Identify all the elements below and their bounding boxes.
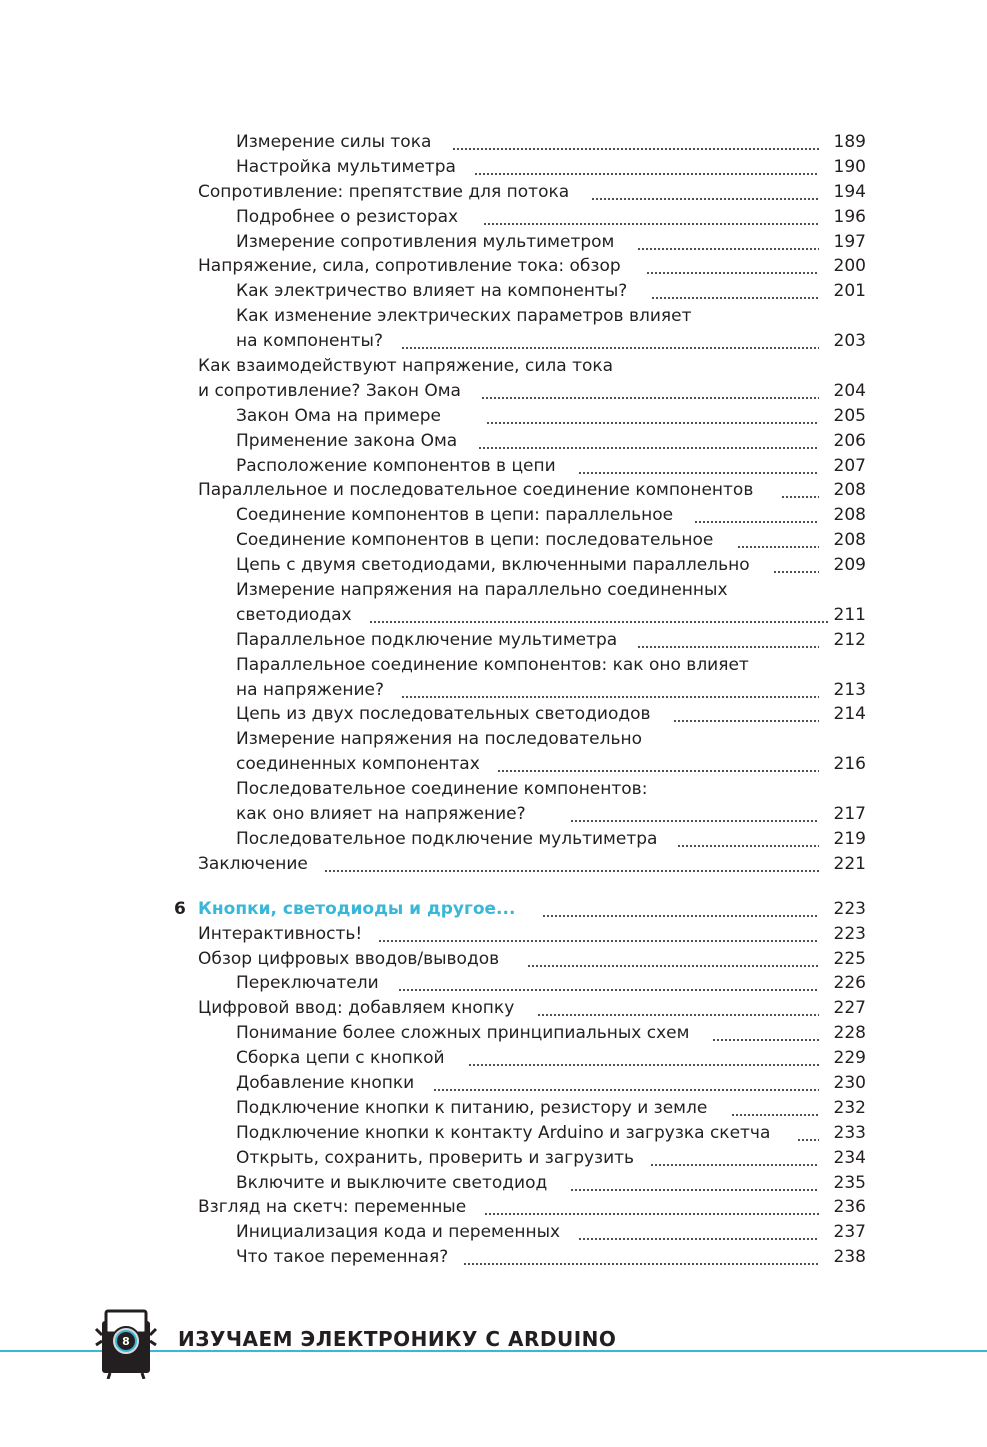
toc-entry[interactable] <box>0 922 987 947</box>
toc-entry-title: Параллельное соединение компонентов: как оно влияет <box>236 654 749 675</box>
leader-dots <box>398 971 819 996</box>
toc-entry[interactable] <box>0 678 987 703</box>
toc-entry-page: 205 <box>833 405 866 426</box>
toc-entry-title: Сопротивление: препятствие для потока <box>198 181 570 202</box>
toc-entry-page: 237 <box>833 1222 866 1243</box>
toc-entry-page: 221 <box>833 853 866 874</box>
toc-entry-page: 216 <box>833 754 866 775</box>
toc-entry[interactable] <box>0 155 987 180</box>
leader-dots <box>481 379 819 404</box>
toc-entry-title: как оно влияет на напряжение? <box>236 804 526 825</box>
toc-entry-page: 219 <box>833 828 866 849</box>
toc-entry-page: 208 <box>833 505 866 526</box>
toc-entry[interactable] <box>0 379 987 404</box>
leader-dots <box>401 678 819 703</box>
toc-entry[interactable] <box>0 528 987 553</box>
toc-entry-page: 194 <box>833 181 866 202</box>
toc-entry[interactable] <box>0 304 987 329</box>
toc-entry-page: 204 <box>833 380 866 401</box>
toc-entry-page: 208 <box>833 480 866 501</box>
table-of-contents <box>0 130 987 1270</box>
toc-entry-page: 226 <box>833 973 866 994</box>
robot-legs <box>108 1373 144 1379</box>
leader-dots <box>369 603 828 628</box>
leader-dots <box>773 553 819 578</box>
leader-dots <box>637 628 819 653</box>
leader-dots <box>677 827 819 852</box>
toc-entry[interactable] <box>0 1121 987 1146</box>
leader-dots <box>578 1220 819 1245</box>
toc-entry-title: Переключатели <box>236 973 379 994</box>
leader-dots <box>731 1096 819 1121</box>
toc-entry-title: Подключение кнопки к контакту Arduino и загрузка скетча <box>236 1122 771 1143</box>
toc-entry-page: 230 <box>833 1072 866 1093</box>
toc-entry[interactable] <box>0 702 987 727</box>
toc-entry-page: 201 <box>833 281 866 302</box>
toc-entry[interactable] <box>0 354 987 379</box>
toc-entry[interactable] <box>0 1146 987 1171</box>
toc-entry-page: 223 <box>833 923 866 944</box>
toc-entry-title: Применение закона Ома <box>236 430 458 451</box>
leader-dots <box>737 528 819 553</box>
toc-entry-title: Заключение <box>198 853 308 874</box>
toc-entry[interactable] <box>0 727 987 752</box>
toc-entry[interactable] <box>0 404 987 429</box>
toc-entry-page: 233 <box>833 1122 866 1143</box>
leader-dots <box>781 478 819 503</box>
toc-entry-title: Интерактивность! <box>198 923 363 944</box>
toc-entry-title: Измерение сопротивления мультиметром <box>236 231 615 252</box>
leader-dots <box>797 1121 819 1146</box>
toc-entry-page: 208 <box>833 530 866 551</box>
toc-entry-page: 228 <box>833 1023 866 1044</box>
toc-entry-page: 212 <box>833 629 866 650</box>
toc-entry-page: 236 <box>833 1197 866 1218</box>
toc-entry[interactable] <box>0 752 987 777</box>
toc-entry-title: Как электричество влияет на компоненты? <box>236 281 628 302</box>
toc-entry-title: Что такое переменная? <box>236 1247 449 1268</box>
toc-entry-title: Подробнее о резисторах <box>236 206 459 227</box>
toc-entry-page: 196 <box>833 206 866 227</box>
chapter-gap <box>0 877 987 897</box>
toc-entry-page: 197 <box>833 231 866 252</box>
toc-entry-title: Параллельное подключение мультиметра <box>236 629 618 650</box>
robot-mascot-icon <box>88 1303 164 1379</box>
toc-entry[interactable] <box>0 1171 987 1196</box>
leader-dots <box>324 852 819 877</box>
toc-entry[interactable] <box>0 947 987 972</box>
toc-entry[interactable] <box>0 603 987 628</box>
leader-dots <box>483 205 819 230</box>
toc-entry-page: 207 <box>833 455 866 476</box>
page-number: 8 <box>122 1335 130 1348</box>
toc-entry-title: и сопротивление? Закон Ома <box>198 380 461 401</box>
toc-entry-title: Включите и выключите светодиод <box>236 1172 548 1193</box>
leader-dots <box>578 454 819 479</box>
toc-entry-page: 217 <box>833 804 866 825</box>
leader-dots <box>646 254 819 279</box>
toc-entry-title: Как изменение электрических параметров влияет <box>236 306 692 327</box>
toc-entry-page: 211 <box>833 604 866 625</box>
toc-entry[interactable] <box>0 802 987 827</box>
toc-entry[interactable] <box>0 1220 987 1245</box>
leader-dots <box>497 752 819 777</box>
toc-entry-title: Инициализация кода и переменных <box>236 1222 561 1243</box>
toc-entry[interactable] <box>0 254 987 279</box>
leader-dots <box>570 1171 819 1196</box>
toc-entry-title: Измерение силы тока <box>236 132 432 152</box>
toc-entry-page: 238 <box>833 1247 866 1268</box>
toc-entry-page: 225 <box>833 948 866 969</box>
toc-entry[interactable] <box>0 852 987 877</box>
toc-entry-page: 203 <box>833 331 866 352</box>
leader-dots <box>433 1071 819 1096</box>
leader-dots <box>673 702 819 727</box>
toc-entry-page: 234 <box>833 1147 866 1168</box>
leader-dots <box>452 130 819 155</box>
toc-entry-page: 223 <box>833 898 866 919</box>
leader-dots <box>712 1021 819 1046</box>
toc-entry-title: Соединение компонентов в цепи: последовательное <box>236 530 714 551</box>
toc-entry-title: Измерение напряжения на параллельно соединенных <box>236 580 728 601</box>
toc-entry[interactable] <box>0 205 987 230</box>
chapter-number: 6 <box>174 898 186 919</box>
toc-entry-page: 227 <box>833 998 866 1019</box>
toc-entry[interactable] <box>0 1245 987 1270</box>
toc-entry-title: Параллельное и последовательное соединение компонентов <box>198 480 754 501</box>
leader-dots <box>401 329 819 354</box>
leader-dots <box>474 155 819 180</box>
toc-entry-title: Закон Ома на примере <box>236 405 441 426</box>
toc-entry[interactable] <box>0 827 987 852</box>
toc-entry-title: Последовательное соединение компонентов: <box>236 779 648 800</box>
toc-entry-title: Подключение кнопки к питанию, резистору и земле <box>236 1097 708 1118</box>
toc-entry-page: 232 <box>833 1097 866 1118</box>
toc-entry[interactable] <box>0 180 987 205</box>
toc-entry[interactable] <box>0 971 987 996</box>
toc-entry-page: 209 <box>833 555 866 576</box>
toc-entry[interactable] <box>0 429 987 454</box>
toc-entry-title: Цепь из двух последовательных светодиодов <box>236 704 651 725</box>
leader-dots <box>484 1195 819 1220</box>
toc-entry-title: Цепь с двумя светодиодами, включенными параллельно <box>236 555 750 576</box>
toc-entry-title: Добавление кнопки <box>236 1072 415 1093</box>
leader-dots <box>591 180 819 205</box>
toc-entry-page: 214 <box>833 704 866 725</box>
toc-entry[interactable] <box>0 1046 987 1071</box>
toc-entry[interactable] <box>0 279 987 304</box>
leader-dots <box>378 922 819 947</box>
leader-dots <box>537 996 819 1021</box>
leader-dots <box>468 1046 819 1071</box>
toc-chapter-heading[interactable] <box>0 897 987 922</box>
toc-entry-title: на компоненты? <box>236 331 383 352</box>
leader-dots <box>637 230 819 255</box>
chapter-title: Кнопки, светодиоды и другое... <box>198 898 516 919</box>
toc-entry-title: Взгляд на скетч: переменные <box>198 1197 467 1218</box>
leader-dots <box>463 1245 819 1270</box>
toc-entry[interactable] <box>0 777 987 802</box>
toc-entry[interactable] <box>0 996 987 1021</box>
toc-entry-title: Напряжение, сила, сопротивление тока: обзор <box>198 256 621 277</box>
toc-entry-title: Измерение напряжения на последовательно <box>236 729 643 750</box>
toc-entry-title: Сборка цепи с кнопкой <box>236 1048 445 1069</box>
toc-entry-page: 229 <box>833 1048 866 1069</box>
toc-entry-title: соединенных компонентах <box>236 754 480 775</box>
toc-entry-page: 206 <box>833 430 866 451</box>
toc-entry-page: 235 <box>833 1172 866 1193</box>
toc-entry[interactable] <box>0 553 987 578</box>
toc-entry-title: Последовательное подключение мультиметра <box>236 828 658 849</box>
toc-entry-page: 189 <box>833 132 866 152</box>
toc-entry[interactable] <box>0 329 987 354</box>
toc-entry-title: светодиодах <box>236 604 352 625</box>
toc-entry-title: Расположение компонентов в цепи <box>236 455 556 476</box>
toc-entry-title: Открыть, сохранить, проверить и загрузить <box>236 1147 635 1168</box>
toc-entry[interactable] <box>0 628 987 653</box>
leader-dots <box>542 897 819 922</box>
toc-entry-title: Понимание более сложных принципиальных схем <box>236 1023 690 1044</box>
toc-entry[interactable] <box>0 578 987 603</box>
toc-entry[interactable] <box>0 1071 987 1096</box>
toc-entry-title: Соединение компонентов в цепи: параллельное <box>236 505 674 526</box>
toc-entry-title: Настройка мультиметра <box>236 156 456 177</box>
toc-entry-page: 190 <box>833 156 866 177</box>
book-title: ИЗУЧАЕМ ЭЛЕКТРОНИКУ С ARDUINO <box>178 1327 617 1351</box>
leader-dots <box>527 947 819 972</box>
leader-dots <box>478 429 819 454</box>
toc-entry[interactable] <box>0 1096 987 1121</box>
leader-dots <box>651 279 819 304</box>
toc-entry-page: 200 <box>833 256 866 277</box>
toc-entry[interactable] <box>0 130 987 155</box>
toc-entry-title: Цифровой ввод: добавляем кнопку <box>198 998 515 1019</box>
toc-entry-title: на напряжение? <box>236 679 385 700</box>
toc-entry-page: 213 <box>833 679 866 700</box>
toc-entry[interactable] <box>0 454 987 479</box>
toc-entry[interactable] <box>0 1195 987 1220</box>
leader-dots <box>486 404 819 429</box>
toc-entry-title: Как взаимодействуют напряжение, сила тока <box>198 356 614 377</box>
leader-dots <box>650 1146 819 1171</box>
leader-dots <box>570 802 819 827</box>
toc-entry[interactable] <box>0 1021 987 1046</box>
toc-entry[interactable] <box>0 230 987 255</box>
leader-dots <box>694 503 819 528</box>
toc-entry[interactable] <box>0 478 987 503</box>
toc-entry-title: Обзор цифровых вводов/выводов <box>198 948 500 969</box>
toc-entry[interactable] <box>0 653 987 678</box>
toc-entry[interactable] <box>0 503 987 528</box>
